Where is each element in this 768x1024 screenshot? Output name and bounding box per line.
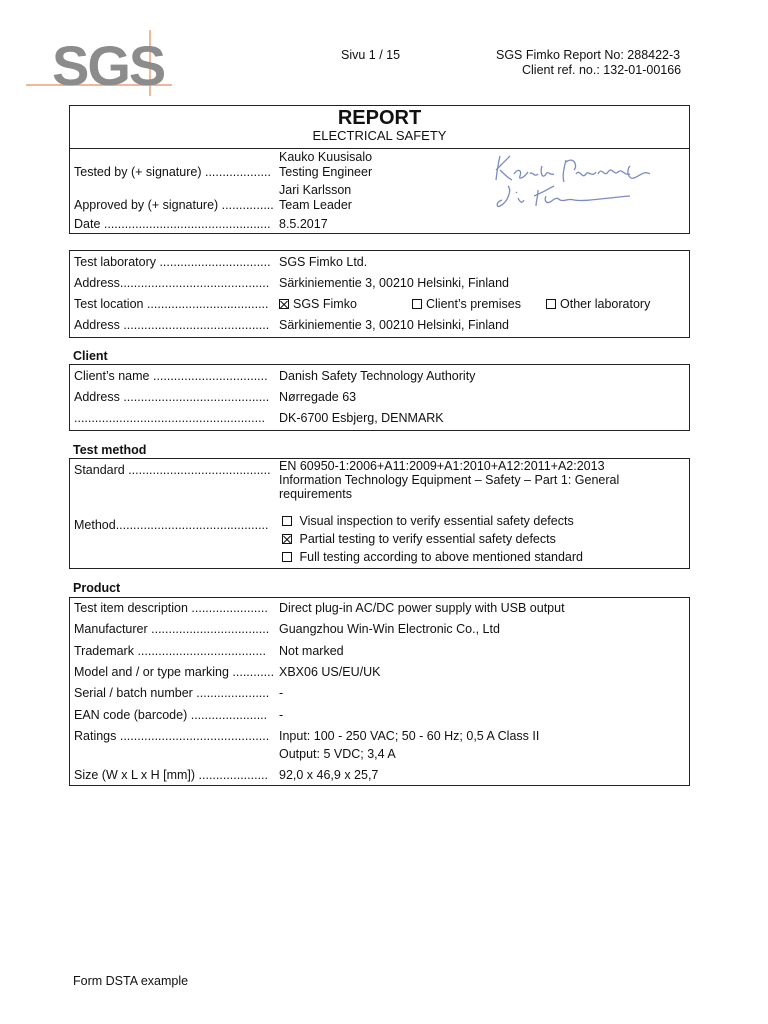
standard-line: requirements [279,487,352,501]
standard-line: Information Technology Equipment – Safety – Part 1: General [279,473,620,487]
checkbox-unchecked [282,516,292,526]
checkbox-unchecked [412,299,422,309]
client-heading: Client [73,349,108,363]
client-box [69,364,690,431]
lab-address-value: Särkiniementie 3, 00210 Helsinki, Finland [279,276,509,290]
method-option-1 [70,513,689,529]
client-address-value: Nørregade 63 [279,390,357,404]
tested-by-label: Tested by (+ signature) ................... [74,165,271,179]
lab-address-label: Address........................................... [74,276,270,290]
report-title: REPORT [337,107,422,129]
tested-by-name: Kauko Kuusisalo [279,150,373,164]
ratings-row [70,728,689,744]
size-value: 92,0 x 46,9 x 25,7 [279,768,379,782]
signatures [494,152,664,214]
client-address2-value: DK-6700 Esbjerg, DENMARK [279,411,444,425]
lab-address-row [70,275,689,291]
size-label: Size (W x L x H [mm]) .................... [74,768,268,782]
serial-label: Serial / batch number ..................... [74,686,270,700]
location-row [70,296,689,312]
ean-label: EAN code (barcode) ...................... [74,708,268,722]
location-option-sgs [279,296,357,312]
sgs-logo [24,28,174,98]
ean-row [70,707,689,723]
standard-label: Standard ......................................... [74,463,271,477]
location-address-row [70,317,689,333]
client-name-label: Client’s name ................................. [74,369,268,383]
client-name-row [70,368,689,384]
option-label: Other laboratory [560,297,651,311]
location-address-label: Address .......................................... [74,318,270,332]
lab-value: SGS Fimko Ltd. [279,255,368,269]
trademark-row [70,643,689,659]
desc-row [70,600,689,616]
ratings-label: Ratings ........................................... [74,729,270,743]
manufacturer-row [70,621,689,637]
trademark-label: Trademark ..................................... [74,644,266,658]
location-option-other [546,296,650,312]
date-label: Date ................................................ [74,217,271,231]
ean-value: - [279,708,284,722]
desc-value: Direct plug-in AC/DC power supply with USB output [279,601,565,615]
option-label: Full testing according to above mentioned standard [299,550,583,564]
page-number: Sivu 1 / 15 [341,48,401,62]
trademark-value: Not marked [279,644,344,658]
ratings-input: Input: 100 - 250 VAC; 50 - 60 Hz; 0,5 A Class II [279,729,540,743]
client-name-value: Danish Safety Technology Authority [279,369,476,383]
approved-by-name: Jari Karlsson [279,183,352,197]
client-address-label: Address .......................................... [74,390,270,404]
method-option-2 [70,531,689,547]
report-number: SGS Fimko Report No: 288422-3 [496,48,681,62]
product-box [69,597,690,786]
lab-label: Test laboratory ................................ [74,255,271,269]
method-box [69,458,690,569]
size-row [70,767,689,783]
option-label: Visual inspection to verify essential safety defects [299,514,574,528]
checkbox-unchecked [546,299,556,309]
report-subtitle: ELECTRICAL SAFETY [312,128,447,143]
approved-by-role: Team Leader [279,198,352,212]
checkbox-unchecked [282,552,292,562]
footer-text: Form DSTA example [73,974,189,988]
standard-value [279,459,619,501]
serial-value: - [279,686,284,700]
lab-row [70,254,689,270]
method-heading: Test method [73,443,147,457]
date-row [70,216,689,232]
location-address-value: Särkiniementie 3, 00210 Helsinki, Finland [279,318,509,332]
serial-row [70,685,689,701]
location-option-client [412,296,521,312]
model-label: Model and / or type marking ............ [74,665,275,679]
client-address2-row [70,410,689,426]
manufacturer-value: Guangzhou Win-Win Electronic Co., Ltd [279,622,500,636]
method-label: Method............................................ [74,518,269,532]
logo-text: SGS [52,34,165,97]
model-row [70,664,689,680]
client-address-row [70,389,689,405]
approved-by-label: Approved by (+ signature) ............... [74,198,274,212]
report-box [69,105,690,234]
standard-line: EN 60950-1:2006+A11:2009+A1:2010+A12:2011+A2:2013 [279,459,605,473]
ratings-output: Output: 5 VDC; 3,4 A [279,747,396,761]
ratings-output-row [70,746,689,762]
client-ref: Client ref. no.: 132-01-00166 [522,63,682,77]
tested-by-role: Testing Engineer [279,165,373,179]
manufacturer-label: Manufacturer .................................. [74,622,270,636]
checkbox-checked [282,534,292,544]
checkbox-checked [279,299,289,309]
location-label: Test location ................................... [74,297,269,311]
option-label: Client’s premises [426,297,521,311]
option-label: Partial testing to verify essential safety defects [299,532,556,546]
client-address2-label: ....................................................... [74,411,266,425]
product-heading: Product [73,581,121,595]
date-value: 8.5.2017 [279,217,328,231]
method-option-3 [70,549,689,565]
option-label: SGS Fimko [293,297,357,311]
desc-label: Test item description ...................... [74,601,268,615]
model-value: XBX06 US/EU/UK [279,665,381,679]
lab-box [69,250,690,338]
